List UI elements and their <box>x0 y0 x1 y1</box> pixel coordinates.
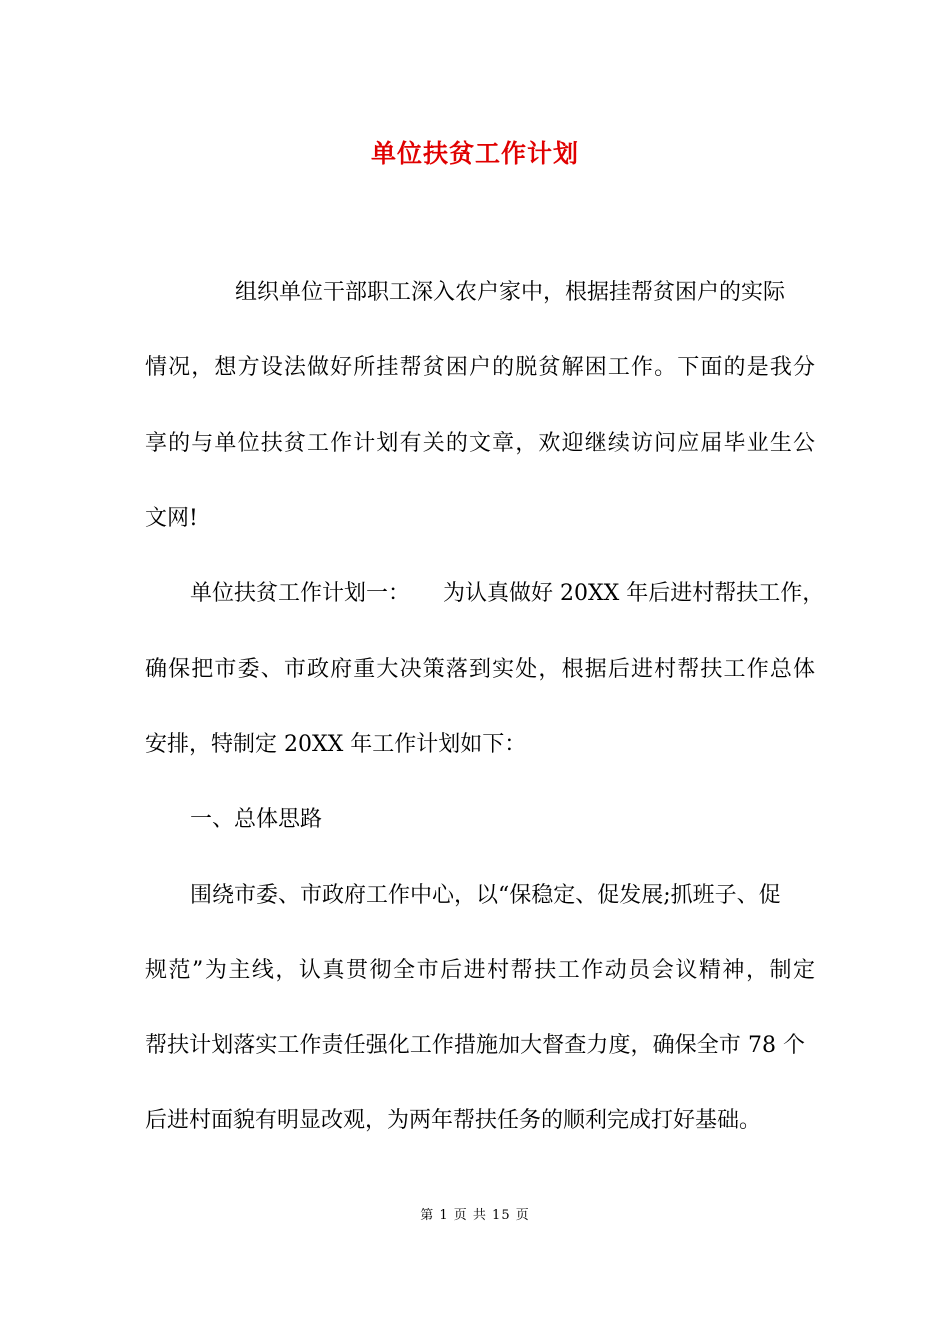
paragraph-line: 享的与单位扶贫工作计划有关的文章，欢迎继续访问应届毕业生公 <box>145 431 815 456</box>
paragraph-line: 情况，想方设法做好所挂帮贫困户的脱贫解困工作。下面的是我分 <box>145 355 815 380</box>
document-title: 单位扶贫工作计划 <box>370 139 579 168</box>
section-heading: 一、总体思路 <box>190 807 323 832</box>
page-number-footer: 第 1 页 共 15 页 <box>420 1208 530 1223</box>
paragraph-line: 帮扶计划落实工作责任强化工作措施加大督查力度，确保全市 78 个 <box>145 1033 805 1058</box>
paragraph-line: 围绕市委、市政府工作中心，以“保稳定、促发展;抓班子、促 <box>190 883 781 908</box>
paragraph-line: 规范”为主线，认真贯彻全市后进村帮扶工作动员会议精神，制定 <box>145 958 815 983</box>
paragraph-line: 安排，特制定 20XX 年工作计划如下： <box>145 732 527 757</box>
paragraph-line: 组织单位干部职工深入农户家中，根据挂帮贫困户的实际 <box>235 280 786 305</box>
paragraph-line: 确保把市委、市政府重大决策落到实处，根据后进村帮扶工作总体 <box>145 657 815 682</box>
paragraph-line: 文网! <box>145 506 198 531</box>
paragraph-line: 单位扶贫工作计划一： 为认真做好 20XX 年后进村帮扶工作， <box>190 581 825 606</box>
paragraph-line: 后进村面貌有明显改观，为两年帮扶任务的顺利完成打好基础。 <box>145 1108 762 1133</box>
